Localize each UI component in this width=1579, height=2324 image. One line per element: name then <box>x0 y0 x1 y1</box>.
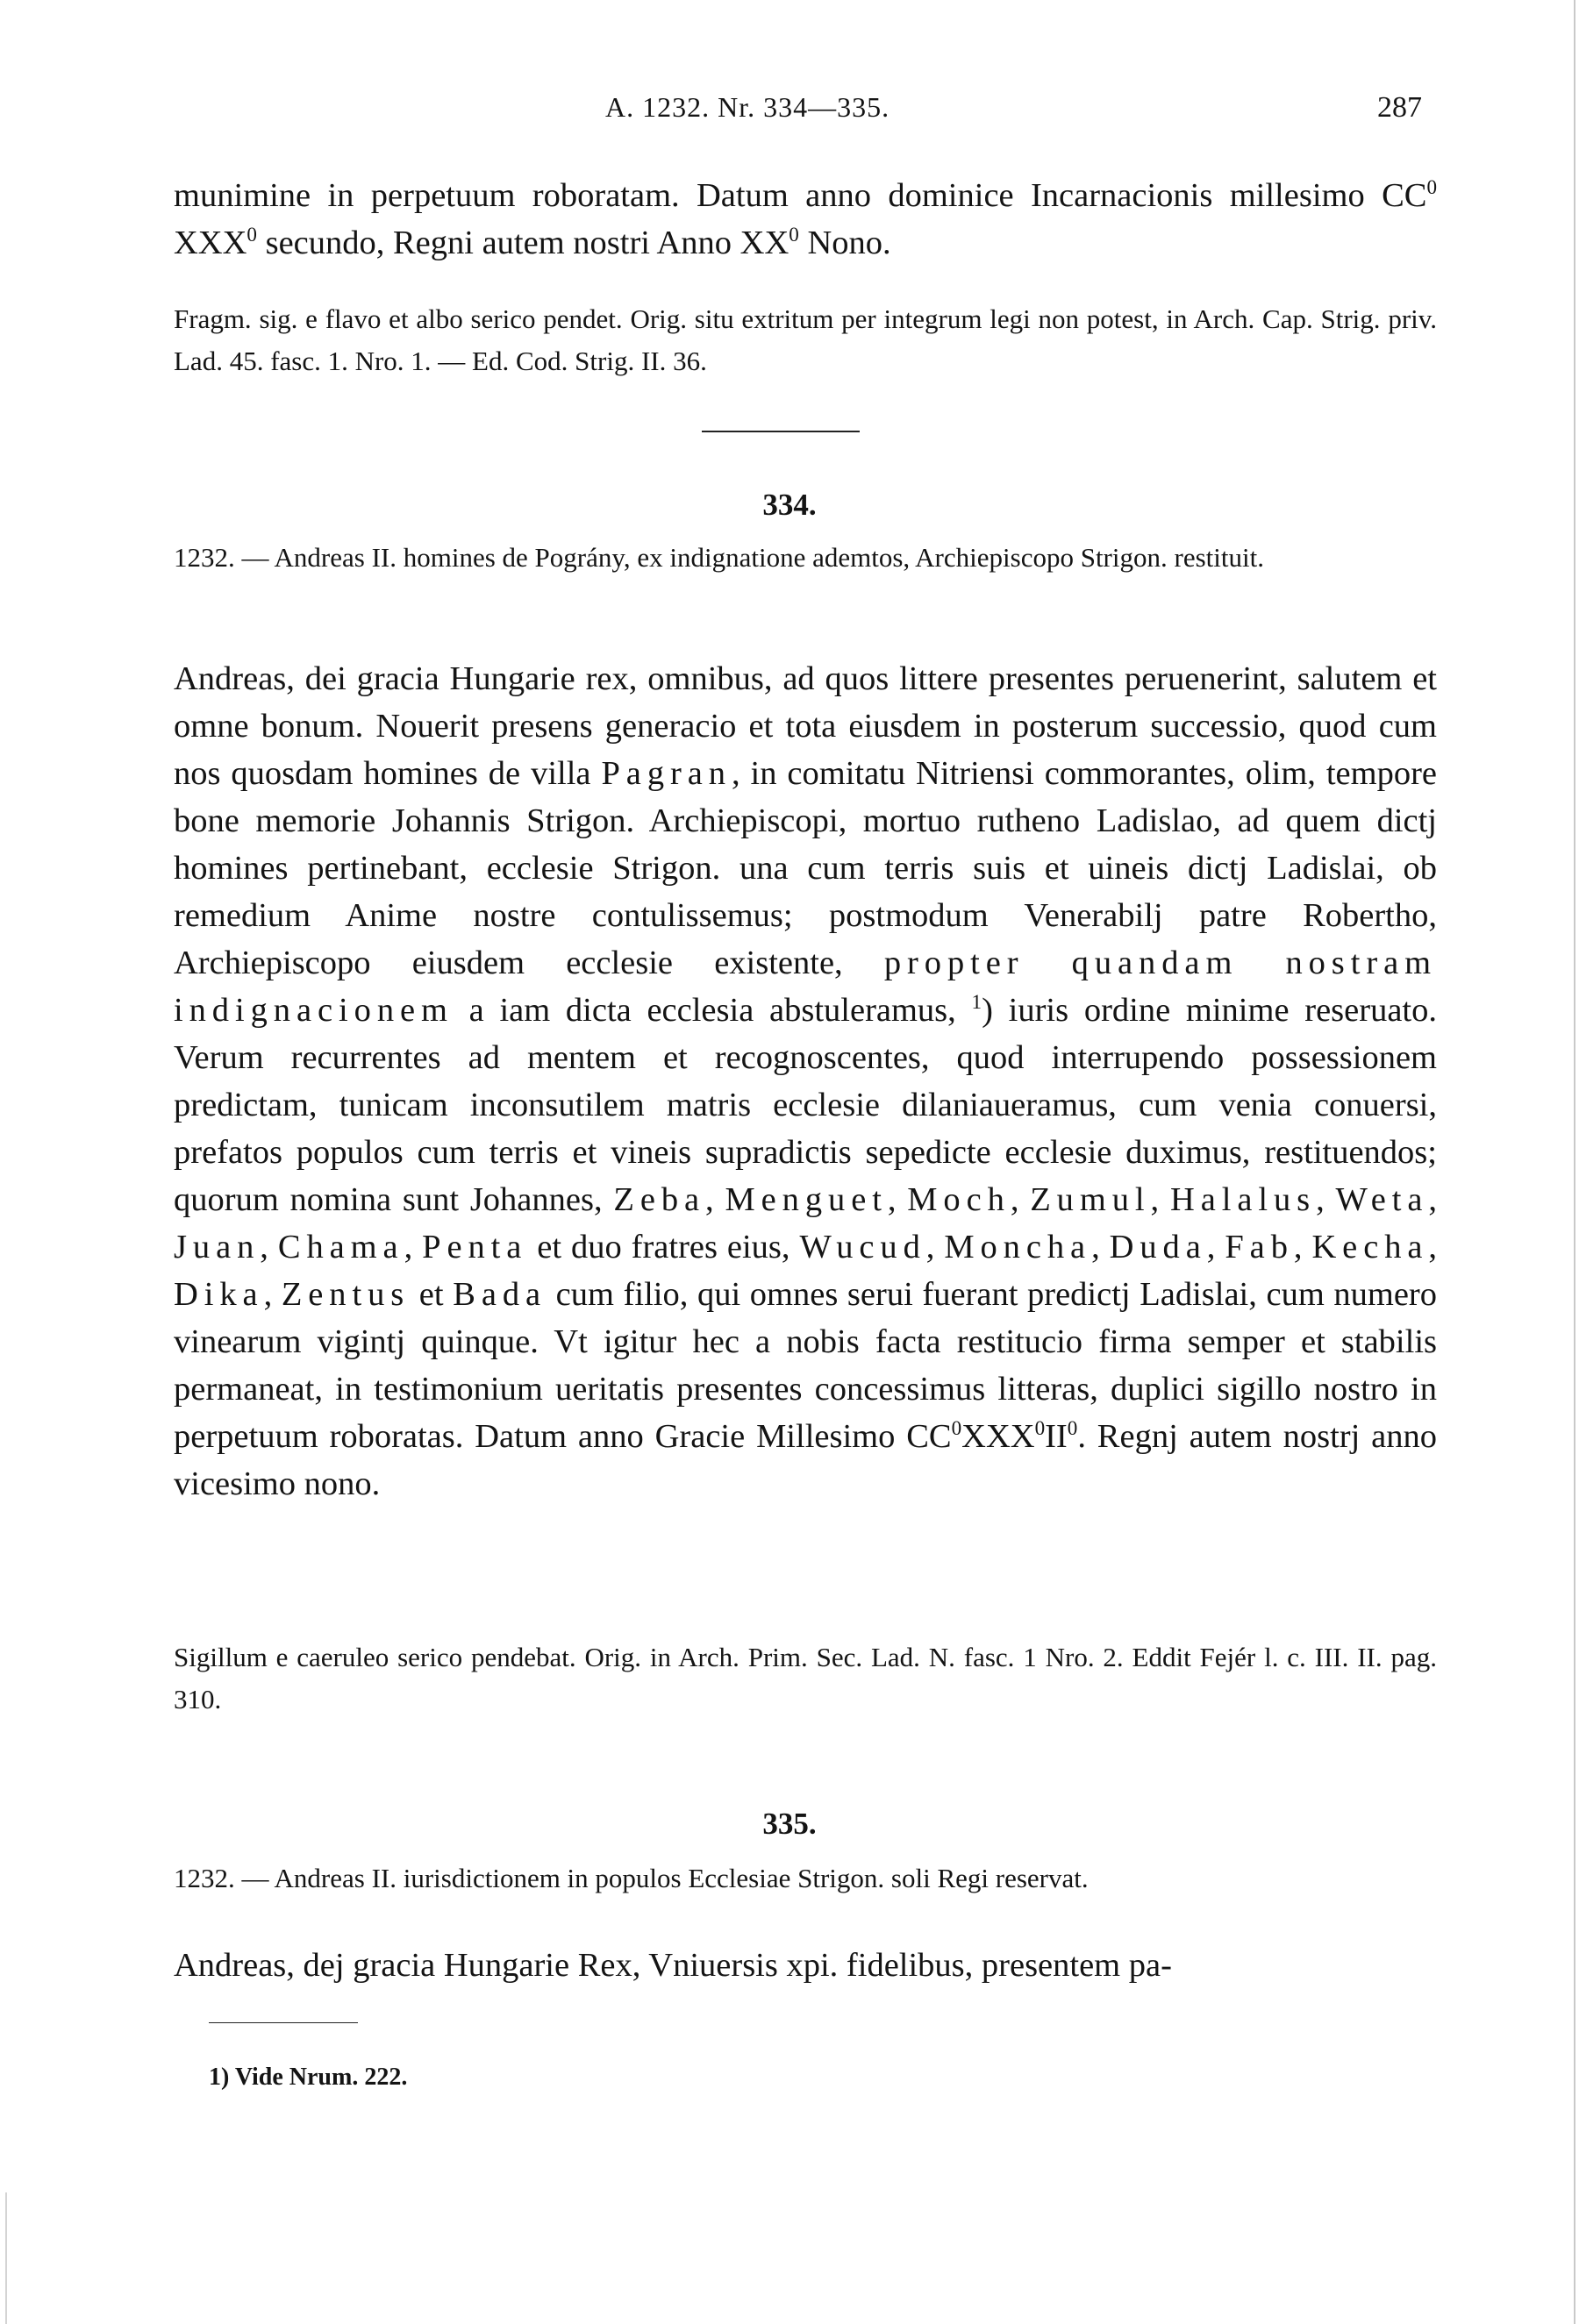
footnote-rule <box>209 2022 358 2023</box>
page-edge-shadow-left <box>5 2192 7 2324</box>
continued-charter-note: Fragm. sig. e flavo et albo serico pendet. Orig. situ extritum per integrum legi non potest, in Arch. Cap. Strig. priv. Lad. 45. fasc. 1. Nro. 1. — Ed. Cod. Strig. II. 36. <box>174 303 1437 376</box>
document-number-335: 335. <box>762 1807 817 1841</box>
footnote: 1) Vide Nrum. 222. <box>209 2064 408 2091</box>
charter-opening-335: Andreas, dej gracia Hungarie Rex, Vniuersis xpi. fidelibus, presentem pa- <box>174 1947 1172 1984</box>
page-edge-shadow <box>1574 0 1575 2324</box>
footnote-marker: 1 <box>971 990 982 1014</box>
regest-334: 1232. — Andreas II. homines de Pográny, ex indignatione ademtos, Archiepiscopo Strigon. restituit. <box>174 542 1264 573</box>
archival-note-334: Sigillum e caeruleo serico pendebat. Orig. in Arch. Prim. Sec. Lad. N. fasc. 1 Nro. 2. Eddit Fejér l. c. III. II. pag. 310. <box>174 1642 1437 1714</box>
continued-charter-text: munimine in perpetuum roboratam. Datum anno dominice Incarnacionis millesimo $CC^0$ XXX$^0$ secundo, Regni autem nostri Anno $XX^0$ Nono. <box>174 175 1437 261</box>
document-number-334: 334. <box>762 488 817 522</box>
regest-335: 1232. — Andreas II. iurisdictionem in populos Ecclesiae Strigon. soli Regi reservat. <box>174 1863 1089 1893</box>
section-divider <box>702 431 860 432</box>
page-number: 287 <box>1377 91 1422 124</box>
charter-text-334: Andreas, dei gracia Hungarie rex, omnibus, ad quos littere presentes peruenerint, salutem et omne bonum. Nouerit presens generacio et tota eiusdem in posterum successio, quod cum nos quosdam homines de villa Pagran, in comitatu Nitriensi commorantes, olim, tempore bone memorie Johannis Strigon. Archiepiscopi, mortuo rutheno Ladislao, ad quem dictj homines pertinebant, ecclesie Strigon. una cum terris suis et uineis dictj Ladislai, ob remedium Anime nostre contulissemus; postmodum Venerabilj patre Robertho, Archiepiscopo eiusdem ecclesie existente, propter quandam nostram indignacionem a iam dicta ecclesia abstuleramus, $^1$) iuris ordine minime reseruato. Verum recurrentes ad mentem et recognoscentes, quod interrupendo possessionem predictam, tunicam inconsutilem matris ecclesie dilaniaueramus, cum venia conuersi, prefatos populos cum terris et vineis supradictis sepedicte ecclesie duximus, restituendos; quorum nomina sunt Johannes, Zeba, Menguet, Moch, Zumul, Halalus, Weta, Juan, Chama, Penta et duo fratres eius, Wucud, Moncha, Duda, Fab, Kecha, Dika, Zentus et Bada cum filio, qui omnes serui fuerant predictj Ladislai, cum numero vinearum vigintj quinque. Vt igitur hec a nobis facta restitucio firma semper et stabilis permaneat, in testimonium ueritatis presentes concessimus litteras, duplici sigillo nostro in perpetuum roboratas. Datum anno Gracie Millesimo $CC^0XXX^0II^0$. Regnj autem nostrj anno vicesimo nono. <box>174 660 1438 1502</box>
running-head: A. 1232. Nr. 334—335. <box>605 91 890 123</box>
